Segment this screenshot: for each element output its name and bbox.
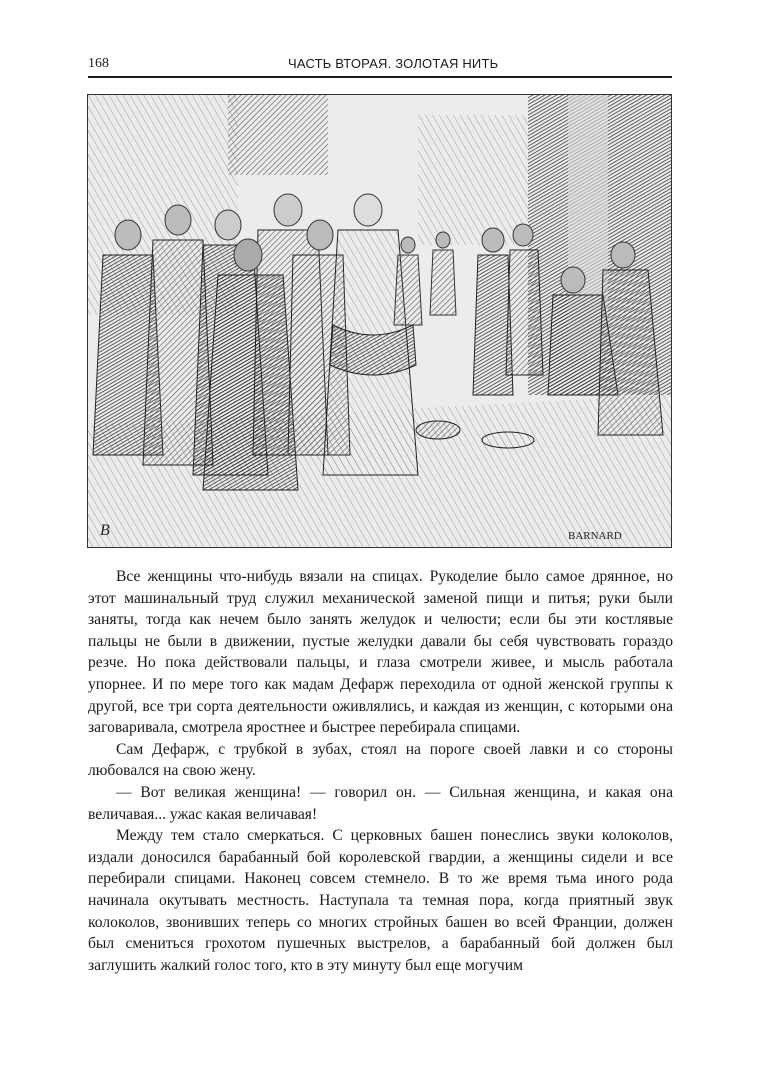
paragraph-3: — Вот великая женщина! — говорил он. — Сильная женщина, и какая она величавая... ужас какая величавая! [88, 783, 673, 823]
signature-left: B [100, 522, 110, 539]
upper-window [228, 95, 328, 175]
header-rule [88, 76, 672, 78]
engraving-illustration [87, 94, 672, 548]
distant-buildings [418, 115, 528, 245]
page-number: 168 [88, 56, 109, 71]
paragraph-1: Все женщины что-нибудь вязали на спицах. Рукоделие было самое дрянное, но этот машинальный труд служил механической заменой пищи и питья; руки были заняты, тогда как нечем было занять желудок и челюсти; если бы эти костлявые пальцы не были в движении, пустые желудки давали бы себя чувствовать гораздо резче. Но пока действовали пальцы, и глаза смотрели живее, и мысль работала упорнее. И по мере того как мадам Дефарж переходила от одной женской группы к другой, все три сорта деятельности оживлялись, и каждая из женщин, с которыми она заговаривала, смотрела яростнее и быстрее перебирала спицами. [88, 568, 673, 737]
body-text [88, 566, 673, 976]
signature-right: BARNARD [568, 530, 622, 542]
street-scene-engraving [88, 95, 671, 547]
running-title: ЧАСТЬ ВТОРАЯ. ЗОЛОТАЯ НИТЬ [288, 56, 499, 71]
page-header [88, 56, 672, 76]
paragraph-4: Между тем стало смеркаться. С церковных башен понеслись звуки колоколов, издали доносился барабанный бой королевской гвардии, а женщины сидели и все перебирали спицами. Наконец совсем стемнело. В то же время тьма иного рода начинала окутывать местность. Наступала та темная пора, когда приятный звук колоколов, звонивших теперь со многих стройных башен во всей Франции, должен был смениться грохотом пушечных выстрелов, а барабанный бой должен был заглушить жалкий голос того, кто в эту минуту был еще могучим [88, 827, 673, 974]
paragraph-2: Сам Дефарж, с трубкой в зубах, стоял на пороге своей лавки и со стороны любовался на свою жену. [88, 740, 673, 780]
